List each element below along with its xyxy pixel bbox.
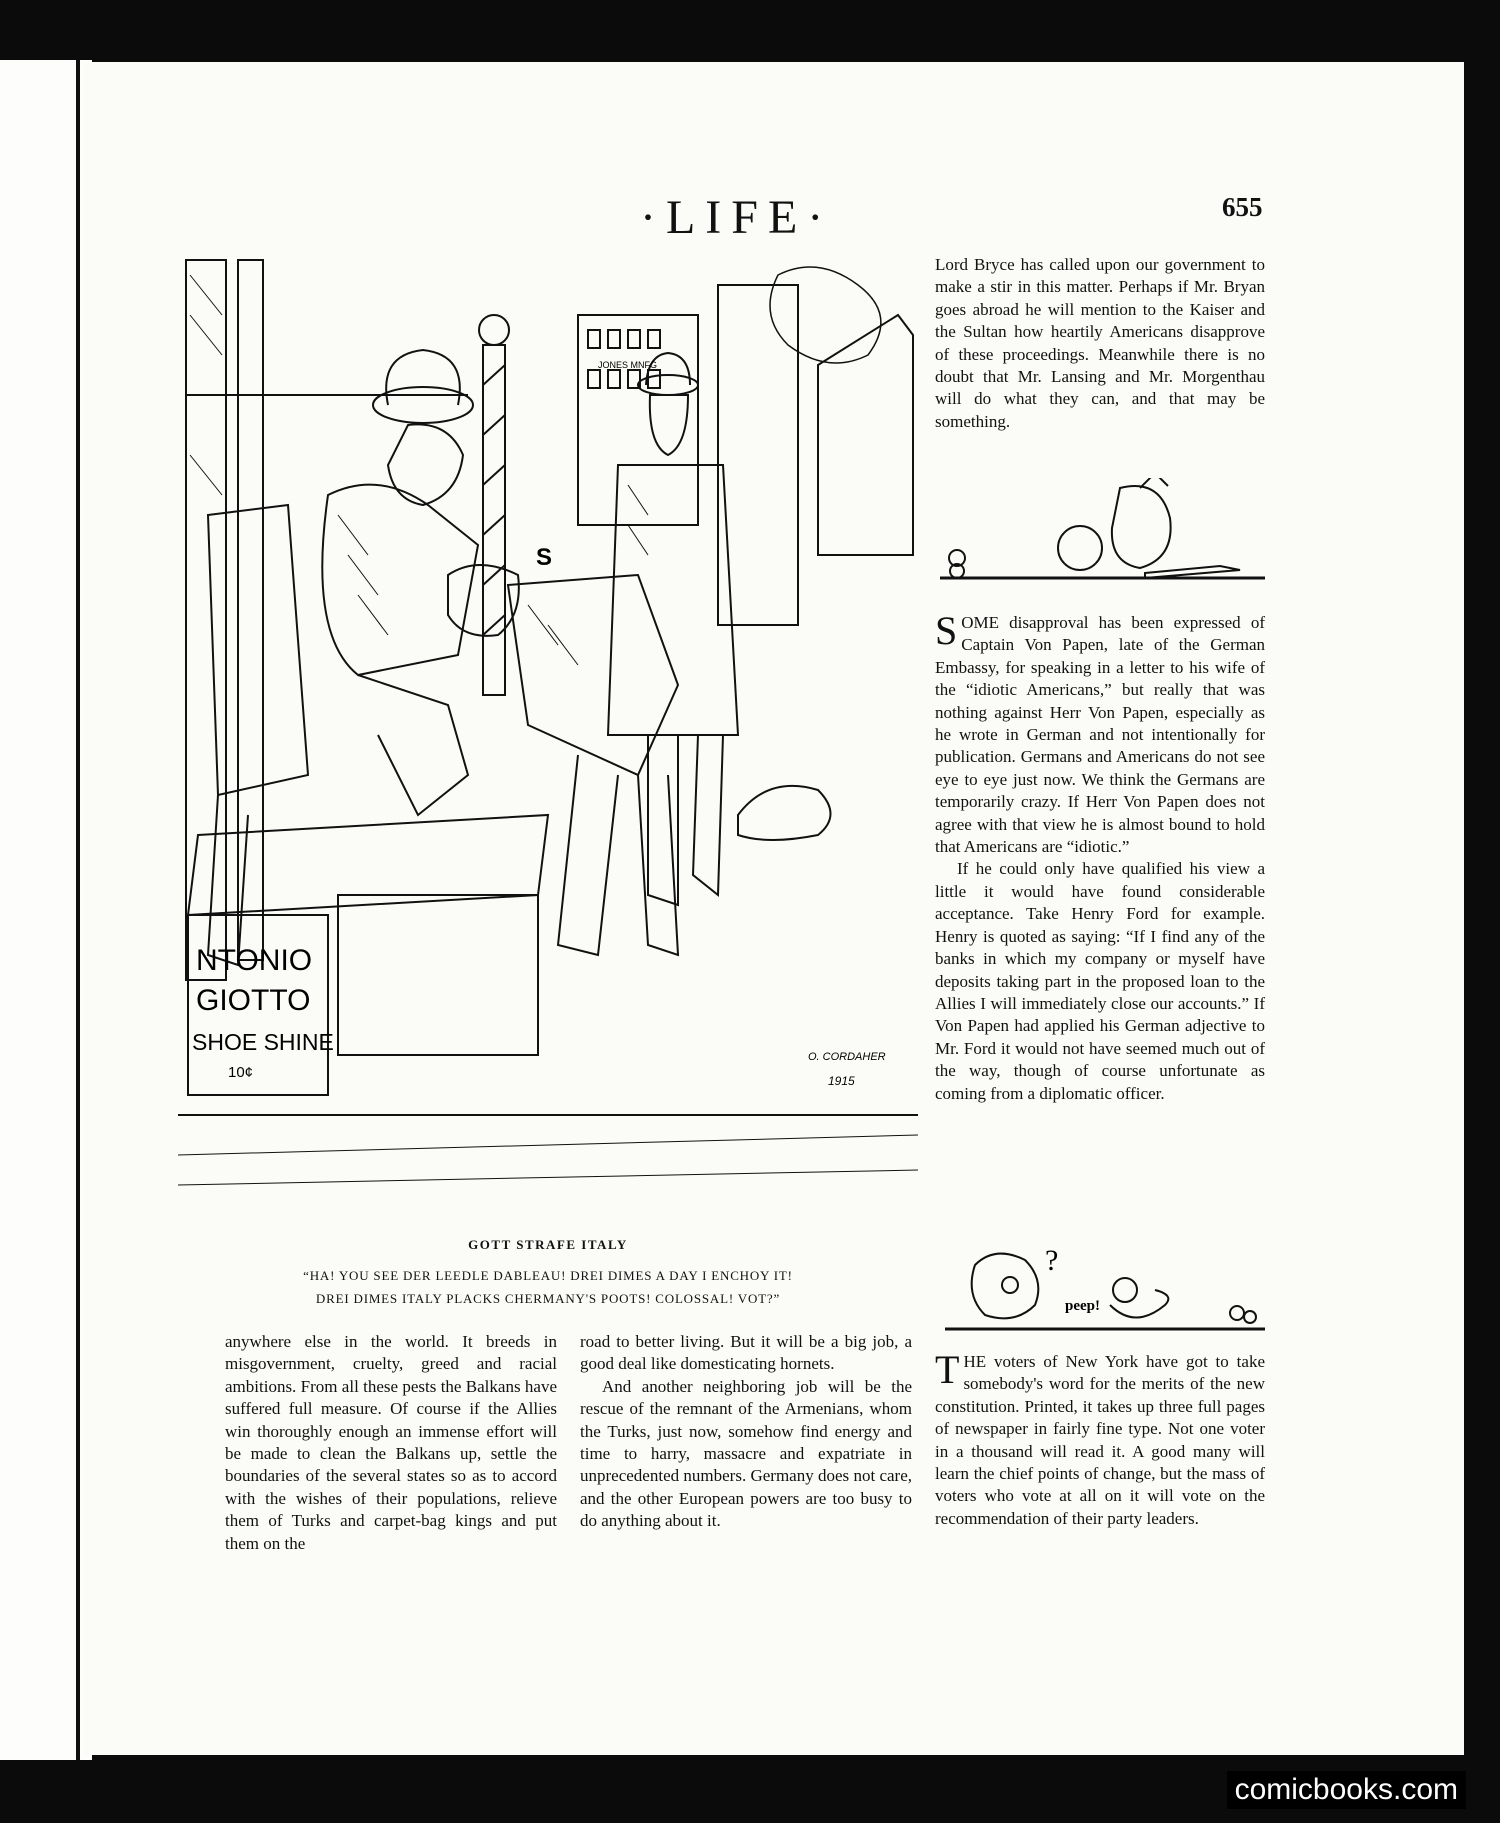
right-column-middle <box>935 608 1265 1105</box>
paragraph-better-living: road to better living. But it will be a big job, a good deal like domesticating hornets. <box>580 1332 912 1374</box>
paragraph-balkans: anywhere else in the world. It breeds in misgovernment, cruelty, greed and racial ambitions. From all these pests the Balkans have suffered full measure. Of course if the Allies win thoroughly enough an immense effort will be made to clean the Balkans up, settle the boundaries of the several states so as to accord with the wishes of their populations, relieve them of Turks and carpet-bag kings and put them on the <box>225 1332 557 1553</box>
store-sign-text: JONES MNFG <box>598 360 658 370</box>
seated-man-head <box>388 424 463 505</box>
artist-signature-year: 1915 <box>828 1074 855 1088</box>
chick-body <box>1110 1290 1168 1318</box>
house-right <box>818 315 913 555</box>
paragraph-lord-bryce: Lord Bryce has called upon our government to make a stir in this matter. Perhaps if Mr. Bryan goes abroad he will mention to the Kaiser and the Sultan how heartily Americans disapprove of these proceedings. Meanwhile there is no doubt that Mr. Lansing and Mr. Morgenthau will do what they can, and that may be something. <box>935 255 1265 431</box>
magazine-title: ·LIFE· <box>640 191 834 244</box>
storefront-pillar-left <box>186 260 226 980</box>
right-column-bottom <box>935 1347 1265 1530</box>
sign-text-price: 10¢ <box>228 1064 254 1081</box>
paragraph-new-york-voters: THE voters of New York have got to take somebody's word for the merits of the new constitution. Printed, it takes up three full pages of newspaper in fairly fine type. Not one voter in a thousand will read it. A good many will learn the chief points of change, but the mass of voters who vote at all on it will vote on the recommendation of their party leaders. <box>935 1347 1265 1528</box>
box-letter: S <box>536 544 553 571</box>
sign-text-antonio: NTONIO <box>196 944 313 977</box>
dog <box>738 786 831 840</box>
standing-man-head <box>650 395 688 455</box>
artist-signature: O. CORDAHER <box>808 1051 886 1063</box>
seated-man-body <box>322 485 478 675</box>
site-watermark: comicbooks.com <box>1227 1771 1466 1809</box>
right-column-top <box>935 254 1265 433</box>
left-column <box>225 1331 557 1555</box>
page-number: 655 <box>1222 192 1263 222</box>
globe-icon <box>1058 526 1102 570</box>
middle-column <box>580 1331 912 1533</box>
cartoon-illustration <box>178 255 918 1205</box>
caption-quote-line1: “HA! YOU SEE DER LEEDLE DABLEAU! DREI DIMES A DAY I ENCHOY IT! <box>303 1268 793 1283</box>
surprised-creature <box>972 1254 1039 1319</box>
dropcap-s: S <box>935 608 958 653</box>
paragraph-henry-ford: If he could only have qualified his view a little it would have found considerable acceptance. Take Henry Ford for example. Henry is quoted as saying: “If I find any of the banks in which my company or myself have deposits taking part in the proposed loan to the Allies I will immediately close our accounts.” If Von Papen had applied his German adjective to Mr. Ford it would not have seemed much out of the way, though of course unfortunate as coming from a diplomatic officer. <box>935 859 1265 1103</box>
previous-page-edge <box>0 60 92 1760</box>
bootblack-body <box>508 575 678 775</box>
background-building <box>578 315 698 525</box>
chick-head <box>1113 1278 1137 1302</box>
barber-pole <box>483 345 505 695</box>
sign-text-giotto: GIOTTO <box>196 984 311 1017</box>
peep-label: peep! <box>1065 1298 1100 1314</box>
question-mark: ? <box>1045 1245 1059 1277</box>
dropcap-t: T <box>935 1347 960 1392</box>
page-gutter-rule <box>76 60 80 1760</box>
shine-chair <box>208 505 308 795</box>
figure-head <box>1112 486 1171 568</box>
vignette-turk-figure <box>940 478 1265 588</box>
paragraph-armenians: And another neighboring job will be the rescue of the remnant of the Armenians, whom the Turks, just now, somehow find energy and time to harry, massacre and expatriate in unprecedented numbers. Germany does not care, and the other European powers are too busy to do anything about it. <box>580 1376 912 1531</box>
cartoon-caption-title: GOTT STRAFE ITALY <box>468 1237 628 1252</box>
vignette-peep-figures <box>945 1245 1265 1335</box>
paragraph-von-papen: SOME disapproval has been expressed of Captain Von Papen, late of the German Embassy, for speaking in a letter to his wife of the “idiotic Americans,” but really that was nothing against Herr Von Papen, especially as he wrote in German and not intentionally for publication. Germans and Americans do not see eye to eye just now. We think the Germans are temporarily crazy. If Herr Von Papen does not agree with that view he is almost bound to hold that Americans are “idiotic.” <box>935 608 1265 857</box>
cartoon-caption-quote <box>178 1264 918 1310</box>
sword-icon <box>1145 566 1240 578</box>
caption-quote-line2: DREI DIMES ITALY PLACKS CHERMANY'S POOTS! COLOSSAL! VOT?” <box>315 1291 781 1306</box>
sign-text-shoe-shine: SHOE SHINE <box>192 1029 334 1055</box>
